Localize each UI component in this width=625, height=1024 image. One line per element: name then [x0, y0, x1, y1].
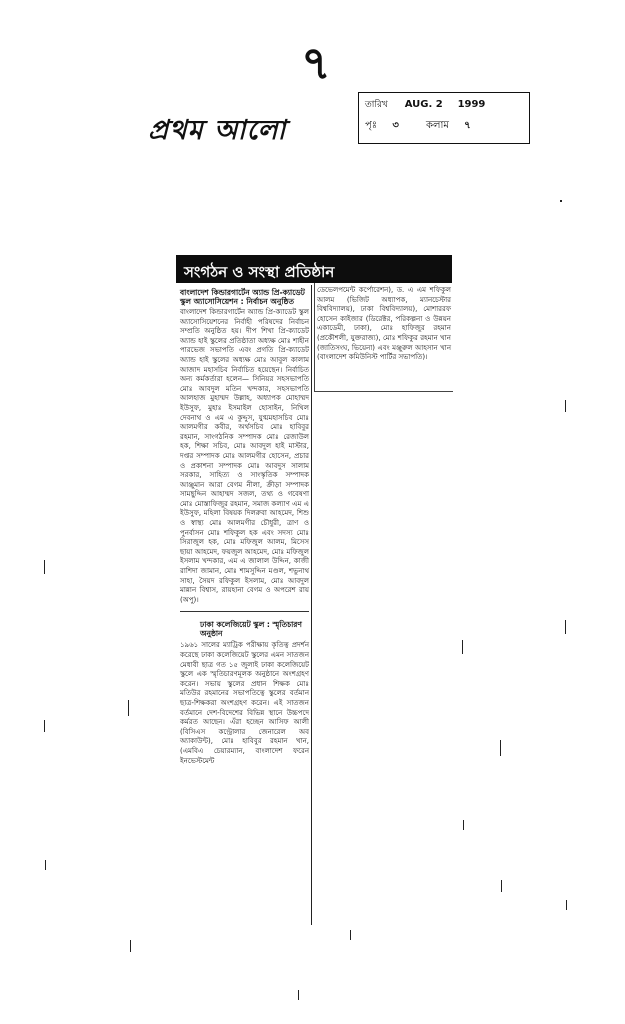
stamp-date: AUG. 2 — [404, 99, 443, 110]
article-body: বাংলাদেশ কিন্ডারগার্টেন অ্যান্ড প্রি-ক্যাডেট স্কুল অ্যাসোসিয়েশনের নির্বাহী পরিষদের নির্বাচন সম্প্রতি অনুষ্ঠিত হয়। দীপ শিখা প্রি-ক্যাডেট অ্যান্ড হাই স্কুলের প্রতিষ্ঠাতা অধ্যক্ষ মোঃ শাহীন পারভেজ সভাপতি এবং প্রগতি প্রি-ক্যাডেট অ্যান্ড হাই স্কুলের অধ্যক্ষ মোঃ আবুল কালাম আজাদ মহাসচিব নির্বাচিত হয়েছেন। নির্বাচিত অন্য কর্মকর্তারা হলেন— সিনিয়র সহসভাপতি মোঃ আবদুল মতিন খন্দকার, সহসভাপতি আলহাজ মুহাম্মদ উল্লাহ, অধ্যাপক মোহাম্মদ ইউসুফ, মুহাঃ ইসমাইল হোসাইন, নিখিল দেবনাথ ও এম এ কুদ্দুস, যুগ্মমহাসচিব মোঃ আলমগীর কবীর, অর্থসচিব মোঃ হাবিবুর রহমান, সাংগঠনিক সম্পাদক মোঃ রেজাউল হক, শিক্ষা সচিব, মোঃ আবদুল হাই মাস্টার, দপ্তর সম্পাদক মোঃ আলমগীর হোসেন, প্রচার ও প্রকাশনা সম্পাদক মোঃ আবদুস সালাম সরকার, সাহিত্য ও সাংস্কৃতিক সম্পাদক আঞ্জুমান আরা বেগম নীলা, ক্রীড়া সম্পাদক সামছুদ্দিন আহাম্মদ সজল, তথ্য ও গবেষণা মোঃ মোস্তাফিজুর রহমান, সমাজ কল্যাণ এম এ ইউসুফ, মহিলা বিষয়ক দিলরুবা আহমেদ, শিশু ও স্বাস্থ্য মোঃ আলমগীর চৌধুরী, ত্রাণ ও পুনর্বাসন মোঃ শফিকুল হক এবং সদস্য মোঃ সিরাজুল হক, মোঃ মফিজুল আলম, মিসেস ছায়া আহমেদ, ফয়জুল আহমেদ, মোঃ মফিজুল ইসলাম খন্দকার, এম এ জালাল উদ্দিন, কাজী রাশিদা জামান, মোঃ শামসুদ্দিন মণ্ডল, শভুনাথ সাহা, সৈয়দ রফিকুল ইসলাম, মোঃ আবদুল মান্নান বিশ্বাস, রায়হানা বেগম ও অপরেশ রায় (অপু)। — [180, 308, 309, 604]
scan-speck — [44, 720, 45, 732]
clipping-right-column — [314, 283, 453, 392]
second-article-body: ১৯৬১ সালের ম্যাট্রিক পরীক্ষায় কৃতিত্ব প্রদর্শন করেছে ঢাকা কলেজিয়েট স্কুলের এমন সাতজন মেধাবী ছাত্র গত ১৫ জুলাই ঢাকা কলেজিয়েট স্কুলে এক স্মৃতিচারণমূলক অনুষ্ঠানে অংশগ্রহণ করেন। সভায় স্কুলের প্রধান শিক্ষক মোঃ মতিউর রহমানের সভাপতিত্বে স্কুলের বর্তমান ছাত্র-শিক্ষকরা অংশগ্রহণ করেন। এই সাতজন বর্তমানে দেশ-বিদেশের বিভিন্ন স্থানে উচ্চপদে কর্মরত আছেন। এঁরা হচ্ছেন আসিফ আলী (বিসিএস কন্ট্রোলার জেনারেল অব অ্যাকাউন্ট), মোঃ হাবিবুর রহমান খান, (এমবিএ চেয়ারম্যান, বাংলাদেশ ফরেন ইনভেস্টমেন্ট — [180, 641, 309, 765]
continued-article-text: ডেভেলপমেন্ট কর্পোরেশন), ড. এ এম শফিকুল আলম (ভিজিট অধ্যাপক, ম্যানচেস্টার বিশ্ববিদ্যালয়), ঢাকা বিশ্ববিদ্যালয়), মোশাররফ হোসেন কাইজার (ডিরেক্টর, পরিকল্পনা ও উন্নয়ন একাডেমী, ঢাকা), মোঃ হাফিজুর রহমান (প্রকৌশলী, যুক্তরাজ্য), মোঃ শফিকুর রহমান খান (জাতিসংঘ, ভিয়েনা) এবং মঞ্জুরুল আহসান খান (বাংলাদেশ কমিউনিস্ট পার্টির সভাপতি)। — [317, 286, 451, 362]
clipping-left-column — [178, 285, 312, 925]
section-header-bar — [176, 255, 452, 283]
stamp-page-value: ৩ — [392, 120, 399, 131]
scan-speck — [350, 930, 351, 940]
scan-speck — [500, 740, 501, 756]
scan-speck — [566, 900, 567, 910]
scan-speck — [128, 700, 129, 716]
scan-speck — [130, 940, 131, 952]
scan-speck — [462, 640, 463, 654]
stamp-column-value: ৭ — [464, 120, 471, 131]
stamp-date-row — [365, 100, 523, 110]
article-headline: বাংলাদেশ কিন্ডারগার্টেন অ্যান্ড প্রি-ক্যাডেট স্কুল অ্যাসোসিয়েশন : নির্বাচন অনুষ্ঠিত — [180, 288, 305, 306]
second-article-headline: ঢাকা কলেজিয়েট স্কুল : স্মৃতিচারণ অনুষ্ঠান — [200, 620, 302, 639]
scan-speck — [501, 880, 502, 892]
stamp-column-label: কলাম — [426, 120, 449, 131]
scan-speck — [560, 200, 562, 202]
section-header-text: সংগঠন ও সংস্থা প্রতিষ্ঠান — [184, 263, 335, 281]
scan-speck — [463, 820, 464, 830]
stamp-page-label: পৃঃ — [365, 120, 378, 131]
stamp-year: 1999 — [457, 99, 486, 110]
scan-speck — [298, 990, 299, 1000]
stamp-page-row — [365, 121, 523, 131]
scan-speck — [44, 560, 45, 574]
archive-date-stamp — [358, 92, 530, 144]
scan-speck — [565, 620, 566, 634]
stamp-date-label: তারিখ — [365, 100, 388, 110]
newspaper-masthead: প্রথম আলো — [148, 115, 287, 146]
scan-speck — [45, 860, 46, 870]
scan-speck — [565, 400, 566, 412]
handwritten-page-number: ৭ — [301, 36, 331, 90]
article-divider — [180, 611, 309, 612]
